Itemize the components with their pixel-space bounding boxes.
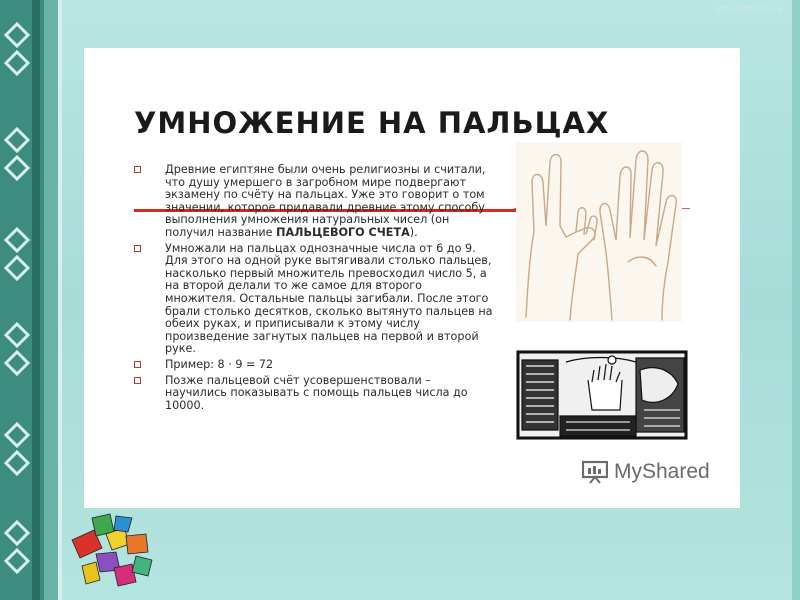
list-item [134,164,496,240]
right-edge [792,0,800,600]
slide [84,48,740,508]
diamond-ornament-icon [2,420,32,480]
woodcut-engraving-image [516,350,688,440]
square-bullet-icon [134,361,141,368]
bullet-text: Пример: 8 · 9 = 72 [165,357,274,371]
diamond-ornament-icon [2,20,32,80]
diamond-ornament-icon [2,320,32,380]
left-ornamental-border [0,0,44,600]
bullet-text: Древние египтяне были очень религиозны и считали, что душу умершего в загробном мире подвергают экзамену по счёту на пальцах. Уже это говорит о том значении, которое придавали древние этому способу выполнения умножения натуральных чисел (он получил название [165,163,486,239]
square-bullet-icon [134,377,141,384]
list-item [134,375,496,413]
slide-title: УМНОЖЕНИЕ НА ПАЛЬЦАХ [134,106,610,140]
bullet-text-tail: ). [409,225,418,239]
slide-body [134,164,496,415]
diamond-ornament-icon [2,225,32,285]
list-item [134,243,496,356]
square-bullet-icon [134,166,141,173]
diamond-ornament-icon [2,518,32,578]
bullet-text: Позже пальцевой счёт усовершенствовали – научились показывать с помощь пальцев числа до 10000. [165,373,468,412]
square-bullet-icon [134,245,141,252]
colorful-cubes-decoration [66,510,156,590]
list-item [134,359,496,372]
logo-text: MyShared [614,460,710,483]
border-stripe [44,0,58,600]
border-inner-band [32,0,40,600]
presentation-board-icon [582,460,608,484]
watermark: http://edbooks.ru [714,4,782,14]
bullet-list [134,164,496,412]
myshared-logo [582,460,710,484]
bullet-bold-term: ПАЛЬЦЕВОГО СЧЕТА [276,225,410,239]
diamond-ornament-icon [2,125,32,185]
bullet-text: Умножали на пальцах однозначные числа от 6 до 9. Для этого на одной руке вытягивали столько пальцев, насколько первый множитель превосходил число 5, а на второй делали то же самое для второго множителя. Остальные пальцы загибали. После этого брали столько десятков, сколько вытянуто пальцев на обеих руках, и приписывали к этому числу произведение загнутых пальцев на первой и второй руке. [165,241,493,356]
border-light-stripe [58,0,62,600]
hands-drawing [516,142,682,322]
